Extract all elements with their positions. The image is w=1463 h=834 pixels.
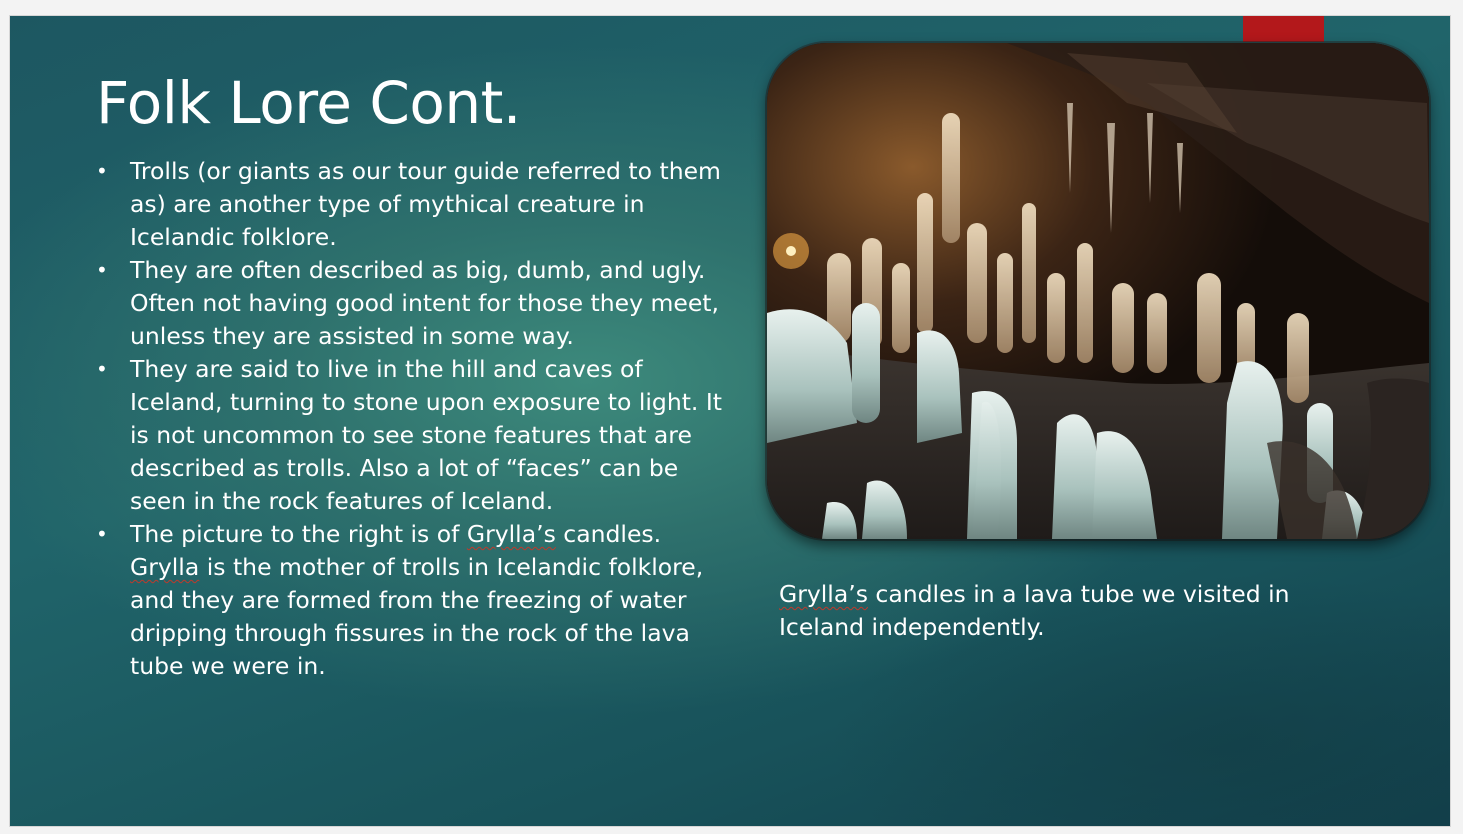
bullet-icon: • — [96, 357, 108, 381]
cave-photo[interactable] — [767, 43, 1429, 539]
bullet-text: Trolls (or giants as our tour guide referred to them as) are another type of mythical creature in Icelandic folklore. — [130, 157, 721, 251]
spellcheck-word[interactable]: Grylla — [130, 553, 200, 581]
image-caption[interactable] — [779, 578, 1379, 644]
bullet-text — [130, 520, 703, 680]
slide-title[interactable]: Folk Lore Cont. — [96, 69, 521, 137]
bullet-text: They are often described as big, dumb, and ugly. Often not having good intent for those they meet, unless they are assisted in some way. — [130, 256, 719, 350]
spellcheck-word[interactable]: Grylla’s — [466, 520, 556, 548]
bullet-item[interactable] — [94, 155, 734, 254]
bullet-item[interactable] — [94, 353, 734, 518]
bullet-icon: • — [96, 159, 108, 183]
spellcheck-word[interactable]: Grylla’s — [779, 580, 868, 608]
bullet-item[interactable] — [94, 518, 734, 683]
cave-photo-icon — [767, 43, 1429, 539]
accent-tab — [1243, 16, 1324, 42]
bullet-icon: • — [96, 522, 108, 546]
slide[interactable] — [10, 16, 1450, 826]
bullet-item[interactable] — [94, 254, 734, 353]
bullet-text-segment: is the mother of trolls in Icelandic folklore, and they are formed from the freezing of water dripping through fissures in the rock of the lava tube we were in. — [130, 553, 704, 680]
bullet-text: They are said to live in the hill and caves of Iceland, turning to stone upon exposure to light. It is not uncommon to see stone features that are described as trolls. Also a lot of “faces” can be seen in the rock features of Iceland. — [130, 355, 723, 515]
bullet-icon: • — [96, 258, 108, 282]
bullet-list[interactable] — [94, 155, 734, 683]
bullet-text-segment: The picture to the right is of — [130, 520, 467, 548]
caption-text: candles in a lava tube we visited in Iceland independently. — [779, 580, 1290, 641]
bullet-text-segment: candles. — [555, 520, 662, 548]
